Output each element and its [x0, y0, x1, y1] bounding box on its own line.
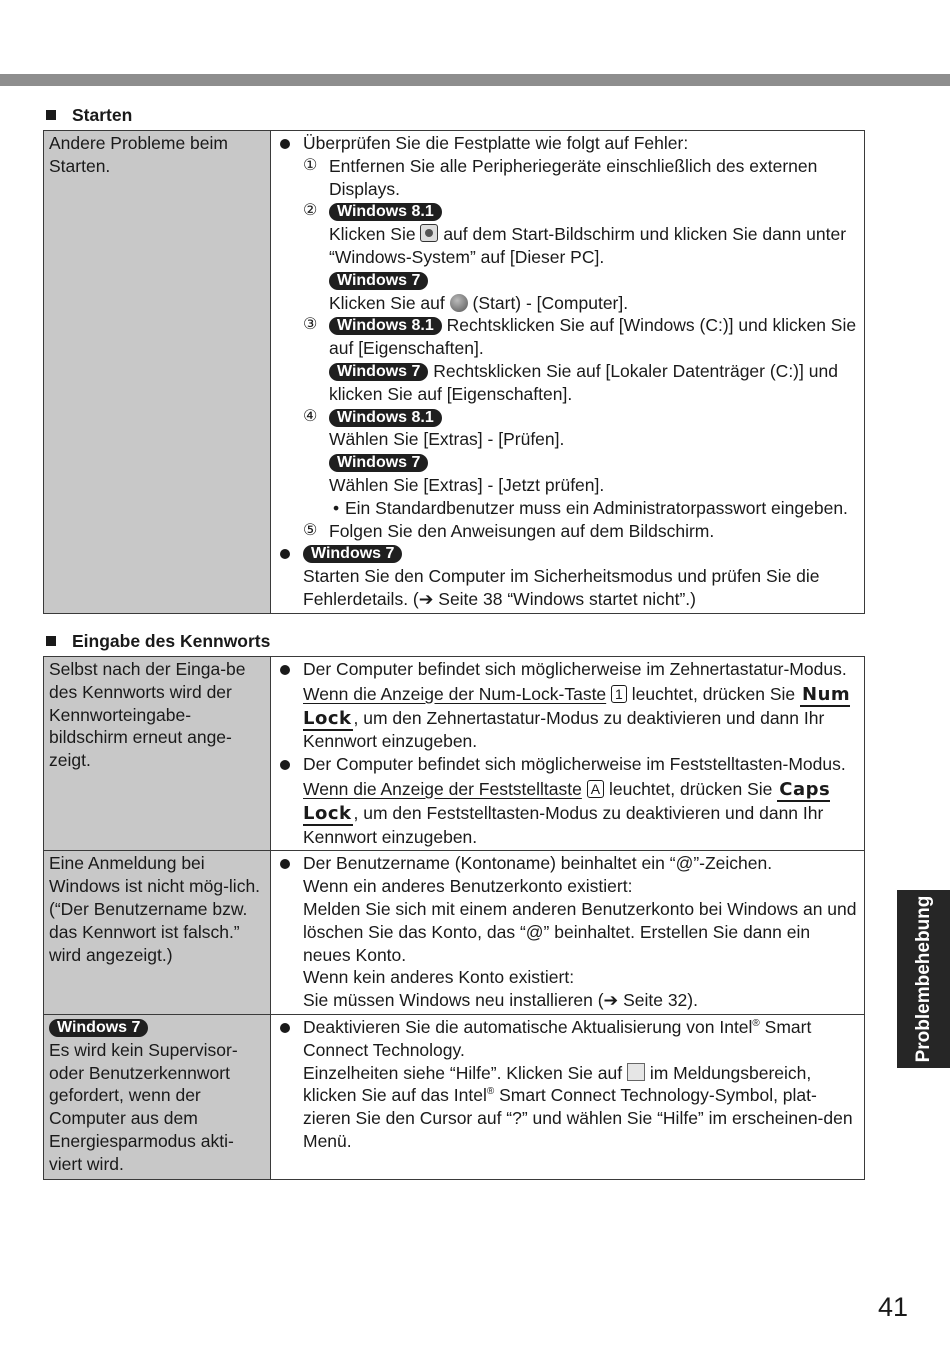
step-text: Folgen Sie den Anweisungen auf dem Bildschirm.: [329, 520, 715, 541]
bullet-icon: [280, 665, 290, 675]
side-tab-label: Problembehebung: [912, 895, 934, 1063]
bullet-icon: [280, 549, 290, 559]
list-item-line: Wenn kein anderes Konto existiert:: [303, 967, 575, 988]
problem-text: Andere Probleme beim Starten.: [49, 133, 228, 176]
step-text: [277, 223, 858, 269]
step-number: ⑤: [303, 521, 318, 539]
step-text: Rechtsklicken Sie auf [Windows (C:)] und klicken Sie auf [Eigenschaften].: [329, 315, 857, 359]
table-starten: [43, 130, 865, 614]
list-item: [277, 852, 858, 875]
list-item-continuation: [277, 1062, 858, 1153]
bullet-icon: [280, 760, 290, 770]
os-badge: Windows 8.1: [329, 203, 442, 221]
step-2: [277, 200, 858, 223]
square-bullet-icon: [46, 110, 56, 120]
step-number: ②: [303, 202, 318, 220]
list-item-text: [277, 565, 858, 611]
solution-cell: [271, 1014, 865, 1179]
solution-cell: [271, 657, 865, 851]
text-segment: Rechtsklicken Sie auf [Lokaler Datenträger (C:)] und klicken Sie auf [Eigenschaften].: [329, 360, 838, 404]
os-badge: Windows 7: [329, 272, 428, 290]
table-row: [44, 851, 865, 1015]
num-lock-indicator-icon: 1: [611, 685, 627, 703]
table-row: [44, 131, 865, 614]
bullet-text: Der Benutzername (Kontoname) beinhaltet ein “@”-Zeichen.: [303, 853, 773, 874]
bullet-icon: [280, 859, 290, 869]
problem-cell: [44, 131, 271, 614]
list-item: [277, 658, 858, 681]
problem-cell: [44, 1014, 271, 1179]
text-segment: auf dem Start-Bildschirm und klicken Sie dann unter “Windows-System” auf [Dieser PC].: [329, 224, 847, 267]
bullet-text: Der Computer befindet sich möglicherweise im Feststelltasten-Modus.: [303, 754, 846, 775]
section-heading-starten: [46, 104, 132, 126]
text-segment: Deaktivieren Sie die automatische Aktualisierung von Intel: [303, 1016, 753, 1037]
caps-lock-key-label: Caps Lock: [303, 778, 831, 824]
problem-cell: [44, 851, 271, 1015]
step-text: Wählen Sie [Extras] - [Jetzt prüfen].: [329, 474, 605, 495]
side-tab: [897, 890, 950, 1068]
section-title: Starten: [72, 105, 133, 125]
text-segment: Smart Connect Technology-Symbol, plat-zieren Sie den Cursor auf “?” und wählen Sie “Hilfe” im erscheinen-den Menü.: [303, 1085, 853, 1151]
text-segment: Wenn die Anzeige der Feststelltaste: [303, 778, 582, 799]
bullet-text: Starten Sie den Computer im Sicherheitsmodus und prüfen Sie die Fehlerdetails. (➔ Seite 38 “Windows startet nicht”.): [303, 566, 820, 609]
list-item: [277, 1016, 858, 1062]
os-badge: Windows 7: [303, 545, 402, 563]
text-segment: leuchtet, drücken Sie: [608, 778, 773, 799]
page-number: 41: [878, 1292, 909, 1322]
list-item: [277, 753, 858, 776]
list-item-line: Melden Sie sich mit einem anderen Benutzerkonto bei Windows an und löschen Sie das Konto, das “@” beinhaltet. Erstellen Sie dann ein neues Konto.: [303, 898, 857, 965]
section-title: Eingabe des Kennworts: [72, 631, 271, 651]
os-badge: Windows 7: [329, 363, 428, 381]
os-badge: Windows 8.1: [329, 317, 442, 335]
list-item-continuation: [277, 683, 858, 753]
badge-line: [277, 451, 858, 474]
problem-text: Es wird kein Supervisor- oder Benutzerkennwort gefordert, wenn der Computer aus dem Energiesparmodus akti-viert wird.: [49, 1039, 238, 1174]
section-heading-kennwort: [46, 630, 270, 652]
step-5: [277, 520, 858, 543]
bullet-text: Der Computer befindet sich möglicherweise im Zehnertastatur-Modus.: [303, 659, 847, 679]
text-segment: Klicken Sie auf: [329, 292, 445, 313]
text-segment: (Start) - [Computer].: [472, 292, 629, 313]
step-number: ④: [303, 407, 318, 425]
table-row: [44, 1014, 865, 1179]
text-segment: leuchtet, drücken Sie: [631, 683, 796, 704]
badge-line: [49, 1016, 265, 1039]
os-badge: Windows 8.1: [329, 409, 442, 427]
solution-cell: [271, 851, 865, 1015]
step-number: ③: [303, 316, 318, 334]
list-item-line: Wenn ein anderes Benutzerkonto existiert:: [303, 876, 633, 897]
os-badge: Windows 7: [49, 1019, 148, 1037]
note-text: Ein Standardbenutzer muss ein Administratorpasswort eingeben.: [345, 497, 848, 518]
text-segment: Klicken Sie: [329, 224, 416, 245]
problem-text: Selbst nach der Einga-be des Kennworts wird der Kennworteingabe-bildschirm erneut ange-zeigt.: [49, 659, 246, 771]
table-kennwort: [43, 656, 865, 1180]
bullet-text: Überprüfen Sie die Festplatte wie folgt auf Fehler:: [303, 133, 689, 153]
text-segment: Smart Connect Technology.: [303, 1016, 812, 1060]
step-1: [277, 155, 858, 201]
text-segment: Wenn die Anzeige der Num-Lock-Taste: [303, 683, 607, 704]
step-4: [277, 406, 858, 429]
badge-line: [277, 269, 858, 292]
registered-mark: ®: [752, 1018, 760, 1030]
step-text: Wählen Sie [Extras] - [Prüfen].: [329, 429, 565, 450]
note: [277, 497, 858, 520]
windows-81-start-icon: [420, 224, 438, 242]
bullet-icon: [280, 139, 290, 149]
list-item-line: Sie müssen Windows neu installieren (➔ Seite 32).: [303, 990, 698, 1011]
step-text: [277, 292, 858, 315]
list-item-continuation: [277, 778, 858, 848]
step-text: [277, 360, 858, 406]
list-item: [277, 542, 858, 565]
step-number: ①: [303, 156, 318, 174]
square-bullet-icon: [46, 636, 56, 646]
step-text: Entfernen Sie alle Peripheriegeräte einschließlich des externen Displays.: [329, 155, 818, 199]
text-segment: , um den Feststelltasten-Modus zu deaktivieren und dann Ihr Kennwort einzugeben.: [303, 802, 824, 847]
os-badge: Windows 7: [329, 454, 428, 472]
text-segment: im Meldungsbereich, klicken Sie auf das Intel: [303, 1062, 812, 1106]
registered-mark: ®: [486, 1086, 495, 1098]
list-item: [277, 132, 858, 155]
top-rule: [0, 74, 950, 86]
windows-7-start-orb-icon: [450, 294, 468, 312]
solution-cell: [271, 131, 865, 614]
notification-area-icon: [627, 1063, 645, 1081]
text-segment: , um den Zehnertastatur-Modus zu deaktivieren und dann Ihr Kennwort einzugeben.: [303, 707, 825, 752]
table-row: [44, 657, 865, 851]
note-bullet: •: [333, 497, 340, 518]
text-segment: Einzelheiten siehe “Hilfe”. Klicken Sie auf: [303, 1062, 623, 1083]
num-lock-key-label: Num Lock: [303, 683, 851, 729]
problem-text: Eine Anmeldung bei Windows ist nicht mög-lich. (“Der Benutzername bzw. das Kennwort ist falsch.” wird angezeigt.): [49, 853, 261, 965]
problem-cell: [44, 657, 271, 851]
bullet-icon: [280, 1023, 290, 1033]
step-3: [277, 314, 858, 360]
caps-lock-indicator-icon: A: [587, 780, 604, 798]
